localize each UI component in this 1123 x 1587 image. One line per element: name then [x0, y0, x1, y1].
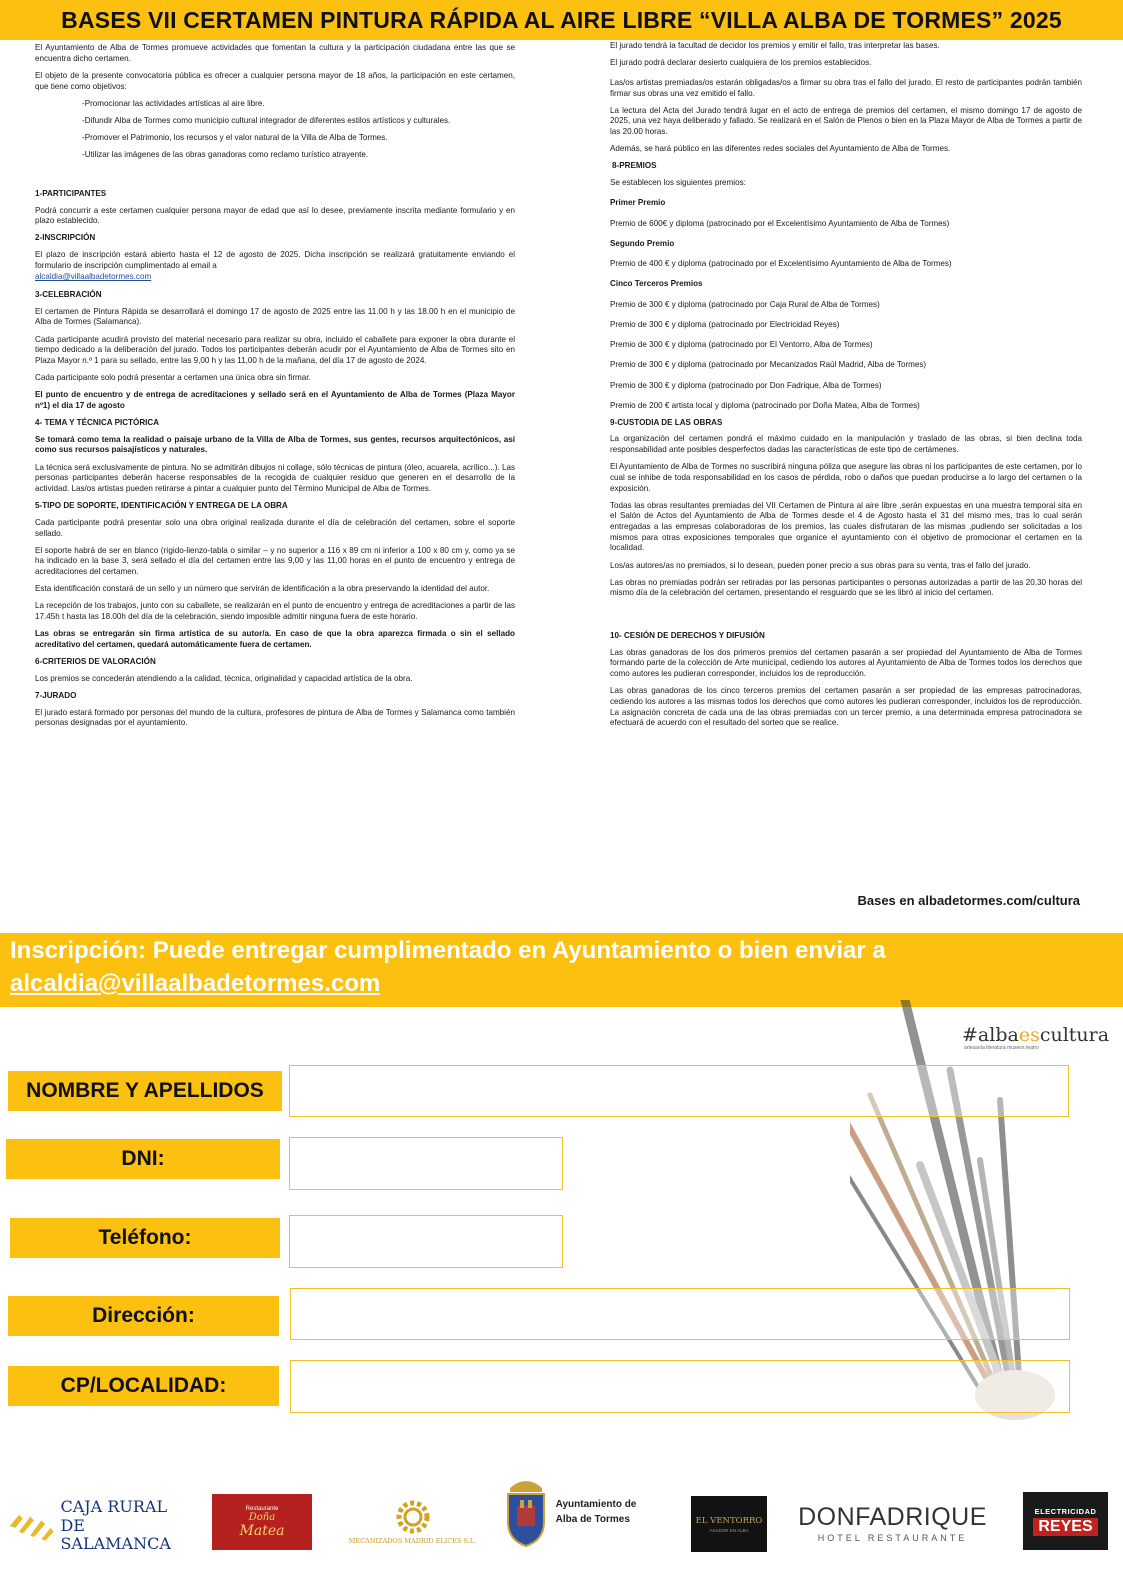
paragraph: La organización del certamen pondrá el máximo cuidado en la manipulación y traslado de las obras, si bien declina toda responsabilidad ante posibles desperfectos dadas las características de este tipo de certámenes.	[610, 434, 1082, 454]
reyes-name: REYES	[1033, 1518, 1097, 1536]
name-input[interactable]	[289, 1065, 1069, 1117]
matea-label: Matea	[239, 1522, 285, 1539]
section-heading: 10- CESIÓN DE DERECHOS Y DIFUSIÓN	[610, 631, 765, 641]
inscription-banner	[0, 933, 1123, 1007]
prize-title: Primer Premio	[610, 198, 666, 208]
dni-input[interactable]	[289, 1137, 563, 1190]
paragraph: El Ayuntamiento de Alba de Tormes promueve actividades que fomentan la cultura y la participación ciudadana entre las que se encuentra dicho certamen.	[35, 43, 515, 63]
reyes-label: ELECTRICIDAD	[1034, 1506, 1097, 1516]
coat-of-arms-icon	[500, 1474, 552, 1550]
paragraph: La técnica será exclusivamente de pintura. No se admitirán dibujos ni collage, sólo técnicas de pintura (óleo, acuarela, acrílico...). Las personas participantes deberán hacerse responsables de la recogida de cualquier residuo que generen en el desarrollo de la actividad. Las/os artistas pueden retirarse a pintar a cualquier punto del Término Municipal de Alba de Tormes.	[35, 462, 515, 493]
paragraph: El jurado tendrá la facultad de decidor los premios y emitir el fallo, tras interpretar las bases.	[610, 41, 940, 50]
name-label: NOMBRE Y APELLIDOS	[8, 1071, 282, 1111]
paragraph-text: El plazo de inscripción estará abierto hasta el 12 de agosto de 2025. Dicha inscripción se realizará gratuitamente enviando el formulario de inscripción cumplimentado al email a	[35, 250, 515, 270]
paragraph	[35, 250, 515, 271]
paragraph: El objeto de la presente convocatoria pública es ofrecer a cualquier persona mayor de 18 años, la participación en este certamen, que tiene como objetivos:	[35, 70, 515, 91]
email-link[interactable]: alcaldia@villaalbadetormes.com	[35, 272, 152, 282]
section-heading: 7-JURADO	[35, 690, 77, 700]
paragraph: Cada participante solo podrá presentar a certamen una única obra sin firmar.	[35, 373, 311, 383]
prize-item: Premio de 300 € y diploma (patrocinado por Don Fadrique, Alba de Tormes)	[610, 380, 882, 390]
paragraph: Los premios se concederán atendiendo a la calidad, técnica, originalidad y capacidad artística de la obra.	[35, 673, 413, 683]
mecanizados-name: MECANIZADOS MADRID ELICES S.L.	[348, 1537, 477, 1545]
prize-item: Premio de 600€ y diploma (patrocinado por el Excelentísimo Ayuntamiento de Alba de Tormes)	[610, 218, 950, 228]
paragraph: Cada participante acudirá provisto del material necesario para realizar su obra, incluido el caballete para exponer la obra durante el tiempo dedicado a la deliberación del jurado. Todos los participantes deberán acudir por el Ayuntamiento de Alba de Tormes sito en Plaza Mayor n.º 1 para su sellado, entre las 9,00 h y las 11,00 h de la mañana, del día 17 de agosto de 2024.	[35, 334, 515, 365]
don-fadrique-sub: HOTEL RESTAURANTE	[817, 1533, 968, 1543]
section-heading: 8-PREMIOS	[612, 161, 657, 171]
gear-icon	[393, 1497, 433, 1537]
prize-item: Premio de 300 € y diploma (patrocinado por Mecanizados Raúl Madrid, Alba de Tormes)	[610, 360, 927, 370]
paragraph: La recepción de los trabajos, junto con su caballete, se realizarán en el punto de encuentro y entrega de acreditaciones a partir de las 17.45h t hasta las 18.00h del día de la celebración, siendo imposible admitir ninguna fuera de este horario.	[35, 601, 515, 622]
prize-item: Premio de 400 € y diploma (patrocinado por el Excelentísimo Ayuntamiento de Alba de Tormes)	[610, 259, 952, 269]
phone-input[interactable]	[289, 1215, 563, 1268]
matea-label: Restaurante	[245, 1505, 279, 1512]
paragraph: Esta identificación constará de un sello y un número que servirán de identificación a la obra preservando la identidad del autor.	[35, 584, 490, 594]
cp-input[interactable]	[290, 1360, 1070, 1413]
paragraph-bold: Se tomará como tema la realidad o paisaje urbano de la Villa de Alba de Tormes, sus gentes, recursos arquitectónicos, así como sus recursos paisajísticos y naturales.	[35, 434, 515, 455]
matea-label: Doña	[248, 1511, 276, 1523]
caja-rural-icon	[6, 1506, 54, 1546]
paragraph-bold: Las obras se entregarán sin firma artística de su autor/a. En caso de que la obra aparezca firmada o sin el sellado acreditativo del certamen, quedará automáticamente fuera de certamen.	[35, 629, 515, 649]
inscription-text: Inscripción: Puede entregar cumplimentado en Ayuntamiento o bien enviar a	[10, 937, 886, 964]
logo-subtitle: artesanía literatura museos teatro	[964, 1045, 1039, 1051]
sponsor-don-fadrique	[790, 1500, 995, 1548]
paragraph: El jurado estará formado por personas del mundo de la cultura, profesores de pintura de Alba de Tormes y Salamanca como también personas designadas por el ayuntamiento.	[35, 707, 515, 728]
cp-label: CP/LOCALIDAD:	[8, 1366, 279, 1406]
sponsor-mecanizados	[345, 1490, 480, 1552]
objective-item: -Utilizar las imágenes de las obras ganadoras como reclamo turístico atrayente.	[82, 150, 369, 160]
paragraph: Las obras no premiadas podrán ser retiradas por las personas participantes o personas autorizadas a partir de las 20.30 horas del mismo día de la celebración del certamen, presentando el resguardo que se les libró al inicio del certamen.	[610, 577, 1082, 598]
objective-item: -Promover el Patrimonio, los recursos y el valor natural de la Villa de Alba de Tormes.	[82, 133, 388, 143]
sponsor-dona-matea	[212, 1494, 312, 1550]
section-heading: 5-TIPO DE SOPORTE, IDENTIFICACIÓN Y ENTREGA DE LA OBRA	[35, 501, 288, 511]
paragraph: Las obras ganadoras de los cinco terceros premios del certamen pasarán a ser propiedad de las empresas patrocinadoras, cediendo los autores a las mismas todos los derechos que como autores les pudieran corresponder, incluidos los de reproducción. La asignación concreta de cada una de las obras premiadas con un tercer premio, a una determinada empresa patrocinadora se efectuará de acuerdo con el resultado del sorteo que se realice.	[610, 686, 1082, 728]
objective-item: -Difundir Alba de Tormes como municipio cultural integrador de diferentes estilos artísticos y culturales.	[82, 115, 451, 125]
paragraph: La lectura del Acta del Jurado tendrá lugar en el acto de entrega de premios del certamen, el mismo domingo 17 de agosto de 2025, una vez haya deliberado y fallado. Se realizará en el Salón de Plenos o bien en la Plaza Mayor de Alba de Tormes a partir de las 20.00 horas.	[610, 105, 1082, 137]
dni-label: DNI:	[6, 1139, 280, 1179]
logo-text-accent: es	[1018, 1024, 1040, 1046]
page-title: BASES VII CERTAMEN PINTURA RÁPIDA AL AIRE LIBRE “VILLA ALBA DE TORMES” 2025	[61, 6, 1062, 33]
paragraph: El Ayuntamiento de Alba de Tormes no suscribirá ninguna póliza que asegure las obras ni los participantes de este certamen, por lo cual se inhibe de toda responsabilidad en los casos de pérdida, robo o daños que puedan producirse a lo largo del certamen o la exposición.	[610, 462, 1082, 493]
title-banner	[0, 0, 1123, 40]
bases-web-link[interactable]: Bases en albadetormes.com/cultura	[857, 893, 1080, 908]
rules-left-column	[35, 43, 515, 735]
section-heading: 6-CRITERIOS DE VALORACIÓN	[35, 657, 156, 667]
objective-item: -Promocionar las actividades artísticas al aire libre.	[82, 98, 265, 108]
paragraph: El soporte habrá de ser en blanco (rígido-lienzo-tabla o similar – y no superior a 116 x 89 cm ni inferior a 100 x 80 cm y, como ya se ha indicado en la base 3, será sellado el día del certamen entre las 9,00 y las 11,00 horas en el punto de encuentro y entrega de acreditaciones del certamen.	[35, 545, 515, 577]
paragraph: Cada participante podrá presentar solo una obra original realizada durante el día de celebración del certamen, sobre el soporte sellado.	[35, 517, 515, 538]
logo-text: cultura	[1039, 1024, 1110, 1046]
prize-item: Premio de 300 € y diploma (patrocinado por El Ventorro, Alba de Tormes)	[610, 340, 873, 350]
paragraph: Las obras ganadoras de los dos primeros premios del certamen pasarán a ser propiedad del Ayuntamiento de Alba de Tormes formando parte de la colección de Arte municipal, cediendo los autores al Ayuntamiento de Alba de Tormes todos los derechos que como autores les pudieran corresponder, incluidos los de reproducción.	[610, 647, 1082, 679]
prize-item: Premio de 200 € artista local y diploma (patrocinado por Doña Matea, Alba de Tormes)	[610, 400, 920, 410]
prize-title: Cinco Terceros Premios	[610, 279, 703, 289]
sponsor-electricidad-reyes	[1023, 1492, 1108, 1550]
section-heading: 2-INSCRIPCIÓN	[35, 233, 96, 243]
email-line	[35, 272, 515, 283]
paragraph: Las/os artistas premiadas/os estarán obligadas/os a firmar su obra tras el fallo del jurado. El resto de participantes podrán también firmar sus obras una vez emitido el fallo.	[610, 77, 1082, 98]
address-label: Dirección:	[8, 1296, 279, 1336]
rules-right-column	[610, 41, 1082, 735]
paragraph: Todas las obras resultantes premiadas del VII Certamen de Pintura al aire libre ,serán expuestas en una muestra temporal sita en el Salón de Actos del Ayuntamiento de Alba de Tormes desde el 4 de Agosto hasta el 31 del mismo mes, tras lo cual serán entregadas a las empresas colaboradoras de los premios, las cuales disfrutaran de las mismas ,pudiendo ser solicitadas a los mismos para otras exposiciones temporales que organice el ayuntamiento con el objetivo de promocionar el certamen en la localidad.	[610, 500, 1082, 553]
section-heading: 3-CELEBRACIÓN	[35, 290, 102, 300]
sponsor-el-ventorro	[691, 1496, 767, 1552]
sponsor-caja-rural	[6, 1498, 191, 1554]
ayuntamiento-name: Ayuntamiento de	[555, 1499, 637, 1510]
paragraph: Los/as autores/as no premiados, si lo desean, pueden poner precio a sus obras para su venta, tras el fallo del jurado.	[610, 560, 1031, 570]
section-heading: 4- TEMA Y TÉCNICA PICTÓRICA	[35, 418, 160, 428]
prize-title: Segundo Premio	[610, 238, 675, 248]
alba-es-cultura-logo	[962, 1024, 1109, 1046]
caja-rural-city: DE SALAMANCA	[60, 1515, 171, 1554]
logo-text: #alba	[962, 1024, 1019, 1046]
don-fadrique-name: DONFADRIQUE	[798, 1503, 987, 1531]
prize-item: Premio de 300 € y diploma (patrocinado por Electricidad Reyes)	[610, 319, 840, 329]
sponsor-ayuntamiento	[498, 1472, 638, 1552]
paragraph: Además, se hará público en las diferentes redes sociales del Ayuntamiento de Alba de Tormes.	[610, 144, 951, 154]
paragraph: Se establecen los siguientes premios:	[610, 178, 746, 188]
paragraph: El jurado podrá declarar desierto cualquiera de los premios establecidos.	[610, 58, 872, 68]
section-heading: 9-CUSTODIA DE LAS OBRAS	[610, 417, 723, 427]
inscription-email-link[interactable]: alcaldia@villaalbadetormes.com	[10, 970, 381, 997]
prize-item: Premio de 300 € y diploma (patrocinado por Caja Rural de Alba de Tormes)	[610, 299, 880, 309]
ventorro-name: EL VENTORRO	[695, 1515, 763, 1526]
caja-rural-name: CAJA RURAL	[60, 1497, 168, 1517]
address-input[interactable]	[290, 1288, 1070, 1340]
paragraph: El certamen de Pintura Rápida se desarrollará el domingo 17 de agosto de 2025 entre las 11.00 h y las 18.00 h en el municipio de Alba de Tormes (Salamanca).	[35, 306, 515, 327]
ventorro-sub: ASADOR EN ALBA	[709, 1527, 749, 1533]
paragraph: Podrá concurrir a este certamen cualquier persona mayor de edad que así lo desee, previamente inscrita mediante formulario y en plazo establecido.	[35, 205, 515, 226]
section-heading: 1-PARTICIPANTES	[35, 188, 107, 198]
ayuntamiento-city: Alba de Tormes	[555, 1514, 630, 1525]
phone-label: Teléfono:	[10, 1218, 280, 1258]
paragraph-bold: El punto de encuentro y de entrega de acreditaciones y sellado será en el Ayuntamiento de Alba de Tormes (Plaza Mayor nº1) el día 17 de agosto	[35, 390, 515, 410]
